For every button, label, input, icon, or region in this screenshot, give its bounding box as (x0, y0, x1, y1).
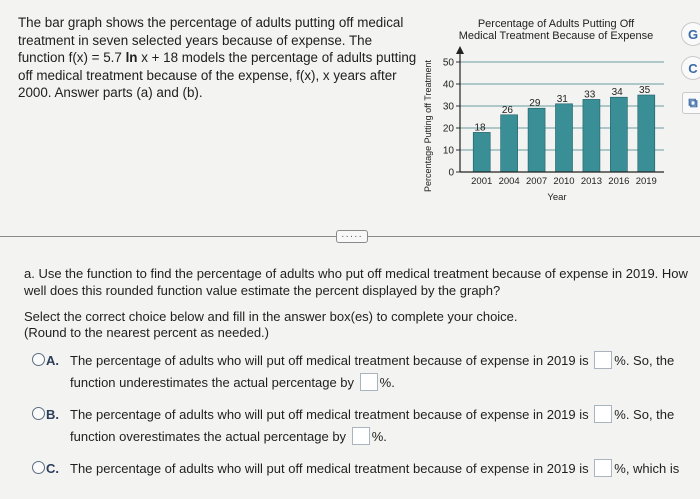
more-button[interactable] (336, 230, 368, 243)
choice-c-letter: C. (46, 461, 59, 476)
chart-data-label: 34 (611, 87, 623, 99)
chart-bar (528, 108, 545, 172)
function-text: function f(x) = 5.7 (18, 50, 126, 65)
choice-a-line2: function underestimates the actual percentage by (70, 375, 355, 390)
ln-text: ln (125, 50, 138, 65)
chart-y-tick-label: 20 (442, 123, 454, 135)
chart-bar (501, 115, 518, 172)
choice-a-end: %. (379, 375, 395, 390)
chart-x-tick-label: 2001 (471, 176, 493, 187)
chart-x-axis-label: Year (547, 192, 567, 203)
chart-data-label: 26 (501, 104, 514, 116)
function-text-rest: x + 18 models the percentage of adults putting (137, 50, 417, 65)
problem-line-1: The bar graph shows the percentage of adults putting off medical (18, 15, 404, 30)
chart-x-tick-label: 2013 (580, 176, 602, 187)
chart-data-label: 35 (639, 85, 651, 96)
instructions-line-2: (Round to the nearest percent as needed.) (24, 325, 269, 340)
choice-c-radio[interactable] (32, 461, 45, 474)
chart-data-label: 31 (556, 93, 568, 105)
choice-a-answer-box-2[interactable] (360, 373, 378, 391)
chart-bar (583, 99, 600, 172)
question-a: a. Use the function to find the percentage of adults who put off medical treatment because of expense in 2019. How well does this rounded function value estimate the percent displayed by the graph? (24, 266, 688, 298)
chart-y-tick-label: 40 (442, 79, 454, 91)
problem-line-3 (18, 49, 418, 67)
chart-y-axis-label: Percentage Putting off Treatment (423, 60, 433, 192)
choice-b-end: %. (371, 429, 387, 444)
problem-statement (18, 14, 418, 102)
chart-title-line-1: Percentage of Adults Putting Off (477, 18, 635, 30)
choice-b-text (70, 404, 690, 448)
choice-a-pre: The percentage of adults who will put off medical treatment because of expense in 2019 is (70, 353, 589, 368)
chart-bar (473, 132, 490, 172)
chart-y-tick-label: 10 (442, 145, 454, 157)
chart-y-axis-arrow (456, 46, 464, 54)
chart-x-tick-label: 2019 (635, 176, 657, 187)
chart-bar (638, 95, 655, 172)
choice-a-mid: %. So, the (614, 353, 675, 368)
chart-data-label: 29 (529, 98, 541, 110)
chart-svg (418, 14, 668, 214)
problem-line-2: treatment in seven selected years because of expense. The (18, 32, 373, 48)
choice-b-letter: B. (46, 407, 59, 422)
chart-y-tick-label: 50 (442, 57, 454, 69)
choice-b-mid: %. So, the (614, 407, 675, 422)
popout-icon[interactable] (682, 92, 700, 114)
chart-x-tick-label: 2010 (553, 176, 575, 187)
chart-x-tick-label: 2004 (498, 176, 520, 187)
instructions (24, 309, 684, 341)
choice-a-answer-box-1[interactable] (594, 351, 612, 369)
choice-b-line2: function overestimates the actual percentage by (70, 429, 347, 444)
chart-x-tick-label: 2016 (608, 176, 630, 187)
side-button-2-label: C (688, 60, 698, 76)
choice-a-letter: A. (46, 353, 59, 368)
chart-y-tick-label: 30 (442, 101, 454, 113)
instructions-line-1: Select the correct choice below and fill in the answer box(es) to complete your choice. (24, 309, 518, 324)
problem-line-5: 2000. Answer parts (a) and (b). (18, 85, 203, 100)
choice-b-answer-box-2[interactable] (352, 427, 370, 445)
chart-title-line-2: Medical Treatment Because of Expense (458, 30, 654, 42)
chart-y-tick-label: 0 (448, 167, 454, 179)
choice-c-mid: %, which is (614, 461, 680, 476)
problem-line-4: off medical treatment because of the expense, f(x), x years after (18, 67, 397, 83)
side-circle-button-1[interactable] (681, 22, 700, 46)
popout-icon-glyph: ⧉ (688, 95, 698, 110)
chart-bar (555, 104, 572, 172)
choice-b-answer-box-1[interactable] (594, 405, 612, 423)
choice-a-text (70, 350, 690, 394)
choice-a-radio[interactable] (32, 353, 45, 366)
chart-bar (610, 97, 627, 172)
side-button-1-label: G (687, 26, 699, 42)
chart-x-tick-label: 2007 (526, 176, 548, 187)
chart-data-label: 18 (474, 122, 486, 134)
choice-c-pre: The percentage of adults who will put off medical treatment because of expense in 2019 is (70, 461, 589, 476)
choice-c-text (70, 458, 690, 480)
more-dots: ····· (341, 230, 363, 242)
chart-data-label: 33 (584, 89, 596, 101)
choice-c-answer-box-1[interactable] (594, 459, 612, 477)
choice-b-radio[interactable] (32, 407, 45, 420)
choice-b-pre: The percentage of adults who will put off medical treatment because of expense in 2019 is (70, 407, 589, 422)
bar-chart (418, 14, 668, 214)
side-circle-button-2[interactable] (681, 56, 700, 80)
